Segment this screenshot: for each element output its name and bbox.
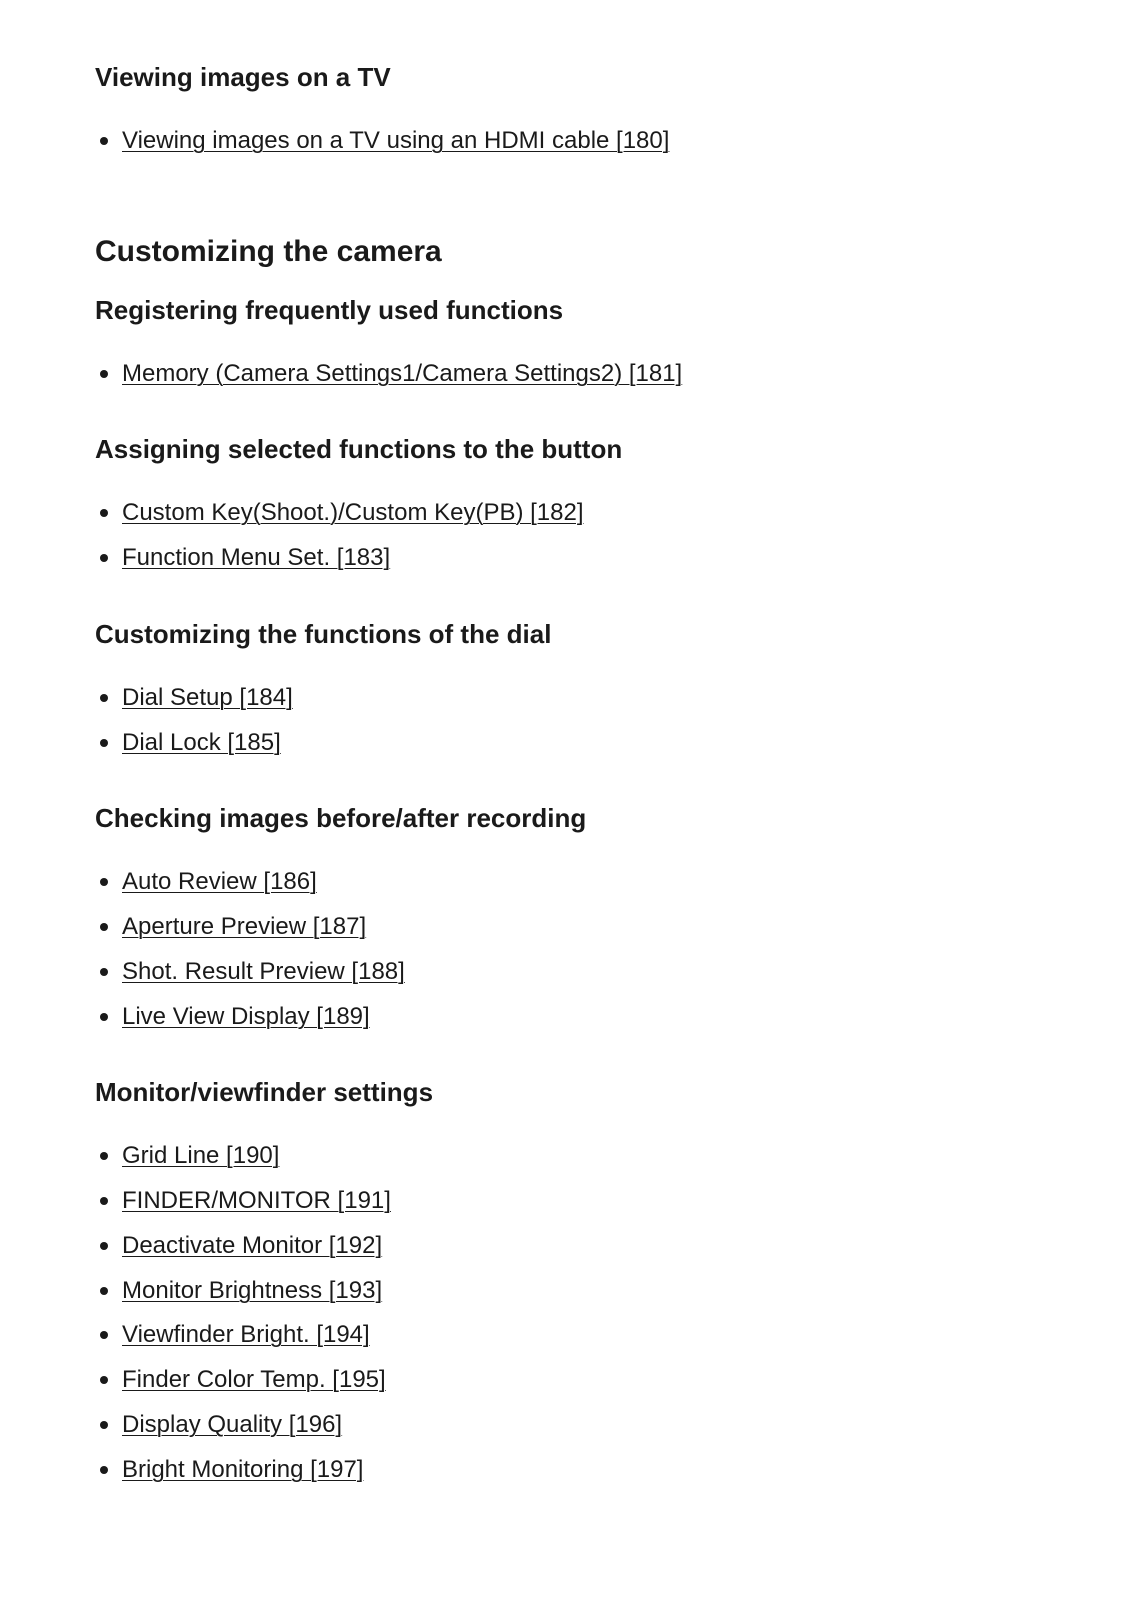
toc-link-190[interactable]: Grid Line [190]	[122, 1142, 280, 1169]
section-heading-viewing-tv: Viewing images on a TV	[95, 62, 391, 92]
list-item	[95, 126, 669, 156]
toc-link-194[interactable]: Viewfinder Bright. [194]	[122, 1321, 370, 1348]
list-item	[95, 1141, 279, 1171]
bullet-icon	[100, 1376, 108, 1384]
toc-link-184[interactable]: Dial Setup [184]	[122, 684, 293, 711]
list-item	[95, 867, 317, 897]
chapter-heading: Customizing the camera	[95, 235, 442, 268]
list-item	[95, 1410, 342, 1440]
toc-link-187[interactable]: Aperture Preview [187]	[122, 913, 367, 940]
toc-link-192[interactable]: Deactivate Monitor [192]	[122, 1232, 383, 1259]
list-item	[95, 1455, 363, 1485]
bullet-icon	[100, 1331, 108, 1339]
bullet-icon	[100, 968, 108, 976]
bullet-icon	[100, 923, 108, 931]
bullet-icon	[100, 1287, 108, 1295]
toc-link-182[interactable]: Custom Key(Shoot.)/Custom Key(PB) [182]	[122, 499, 584, 526]
bullet-icon	[100, 1466, 108, 1474]
toc-link-195[interactable]: Finder Color Temp. [195]	[122, 1366, 386, 1393]
bullet-icon	[100, 1197, 108, 1205]
toc-link-181[interactable]: Memory (Camera Settings1/Camera Settings2) [181]	[122, 360, 683, 387]
bullet-icon	[100, 739, 108, 747]
toc-link-185[interactable]: Dial Lock [185]	[122, 729, 281, 756]
bullet-icon	[100, 137, 108, 145]
toc-link-183[interactable]: Function Menu Set. [183]	[122, 544, 391, 571]
section-heading-assigning: Assigning selected functions to the button	[95, 434, 623, 464]
list-item	[95, 1276, 382, 1306]
section-heading-checking: Checking images before/after recording	[95, 803, 587, 833]
list-item	[95, 1186, 391, 1216]
list-item	[95, 1002, 370, 1032]
toc-link-197[interactable]: Bright Monitoring [197]	[122, 1456, 364, 1483]
list-item	[95, 543, 390, 573]
bullet-icon	[100, 554, 108, 562]
bullet-icon	[100, 509, 108, 517]
bullet-icon	[100, 878, 108, 886]
list-item	[95, 1365, 386, 1395]
bullet-icon	[100, 694, 108, 702]
section-heading-registering: Registering frequently used functions	[95, 295, 564, 325]
list-item	[95, 683, 293, 713]
bullet-icon	[100, 1421, 108, 1429]
list-item	[95, 498, 584, 528]
list-item	[95, 1320, 370, 1350]
bullet-icon	[100, 1152, 108, 1160]
section-heading-dial: Customizing the functions of the dial	[95, 619, 552, 649]
list-item	[95, 728, 281, 758]
bullet-icon	[100, 370, 108, 378]
toc-link-189[interactable]: Live View Display [189]	[122, 1003, 370, 1030]
toc-link-193[interactable]: Monitor Brightness [193]	[122, 1277, 383, 1304]
bullet-icon	[100, 1242, 108, 1250]
toc-link-188[interactable]: Shot. Result Preview [188]	[122, 958, 405, 985]
bullet-icon	[100, 1013, 108, 1021]
list-item	[95, 1231, 382, 1261]
list-item	[95, 957, 405, 987]
toc-link-191[interactable]: FINDER/MONITOR [191]	[122, 1187, 391, 1214]
toc-link-196[interactable]: Display Quality [196]	[122, 1411, 343, 1438]
toc-link-180[interactable]: Viewing images on a TV using an HDMI cable [180]	[122, 127, 670, 154]
section-heading-monitor: Monitor/viewfinder settings	[95, 1077, 434, 1107]
list-item	[95, 359, 682, 389]
toc-link-186[interactable]: Auto Review [186]	[122, 868, 317, 895]
list-item	[95, 912, 366, 942]
